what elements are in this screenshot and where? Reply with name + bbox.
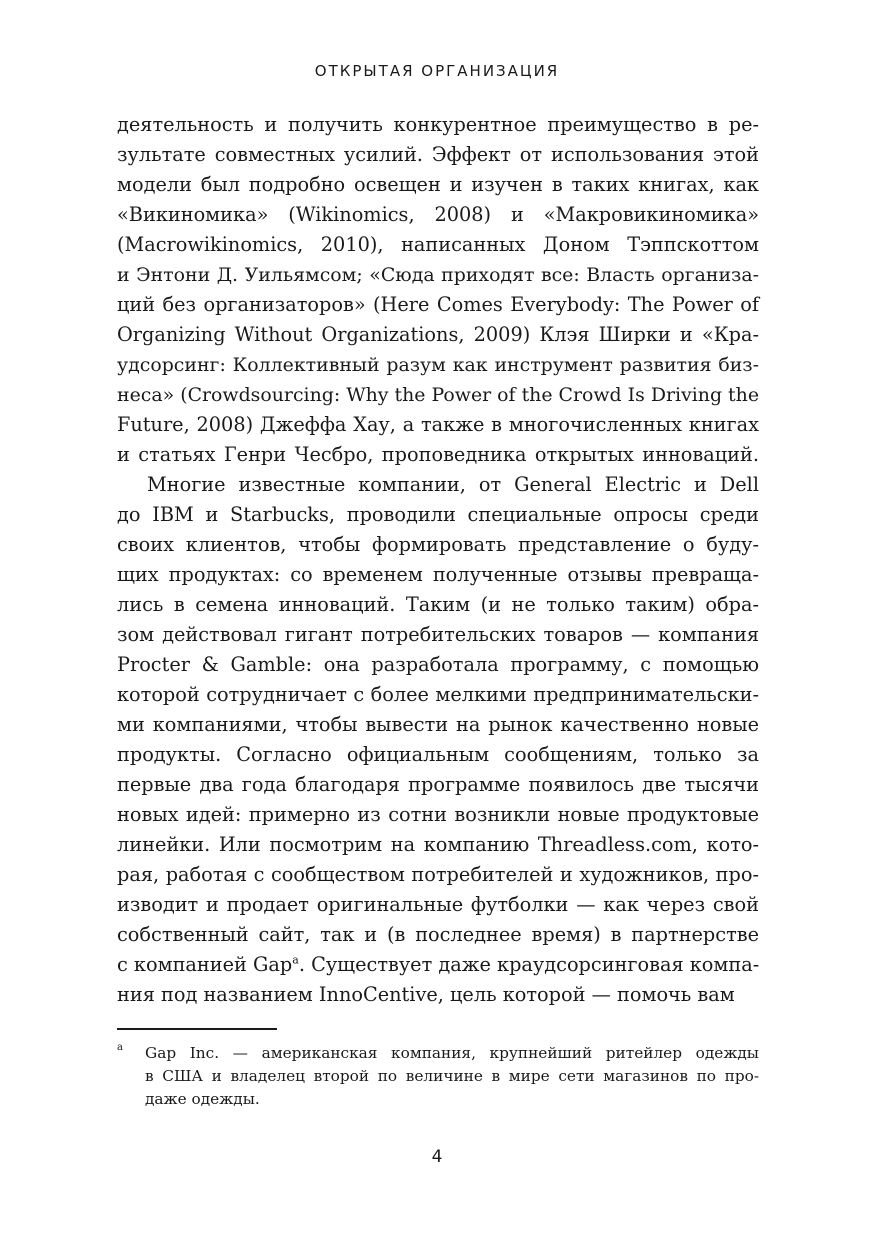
page-number: 4 — [431, 1147, 443, 1167]
footnote-line: Gap Inc. — американская компания, крупнейший ритейлер одежды — [145, 1044, 759, 1062]
text-line: неса» (Crowdsourcing: Why the Power of the Crowd Is Driving the — [117, 384, 759, 406]
text-line: Organizing Without Organizations, 2009) Клэя Ширки и «Кра- — [117, 323, 759, 346]
text-line: новых идей: примерно из сотни возникли новые продуктовые — [117, 803, 759, 826]
text-line: Procter & Gamble: она разработала программу, с помощью — [117, 653, 759, 676]
text-line: лись в семена инноваций. Таким (и не только таким) обра- — [117, 593, 759, 616]
text-line: своих клиентов, чтобы формировать представление о буду- — [117, 533, 759, 556]
text-line: удсорсинг: Коллективный разум как инструмент развития биз- — [117, 354, 759, 376]
text-line: зультате совместных усилий. Эффект от использования этой — [117, 143, 759, 166]
text-line-with-footnote-ref — [117, 950, 759, 980]
running-head: ОТКРЫТАЯ ОРГАНИЗАЦИЯ — [314, 62, 560, 80]
text-line: собственный сайт, так и (в последнее время) в партнерстве — [117, 923, 759, 946]
text-segment: с компанией Gap — [117, 953, 293, 976]
footnote-line: в США и владелец второй по величине в мире сети магазинов по про- — [145, 1067, 759, 1085]
paragraph-2 — [117, 470, 759, 1010]
text-line: до IBM и Starbucks, проводили специальные опросы среди — [117, 503, 759, 526]
body-text — [117, 110, 759, 1010]
text-line: продукты. Согласно официальным сообщениям, только за — [117, 743, 759, 766]
text-line: и статьях Генри Чесбро, проповедника открытых инноваций. — [117, 443, 759, 466]
text-line: первые два года благодаря программе появилось две тысячи — [117, 773, 759, 796]
text-line: деятельность и получить конкурентное преимущество в ре- — [117, 113, 759, 136]
text-line: ций без организаторов» (Here Comes Everybody: The Power of — [117, 293, 759, 316]
text-line: и Энтони Д. Уильямсом; «Сюда приходят все: Власть организа- — [117, 264, 759, 286]
footnote-mark: a — [117, 1042, 123, 1053]
text-line: (Macrowikinomics, 2010), написанных Доном Тэппскоттом — [117, 233, 759, 256]
footnote-reference[interactable]: a — [292, 953, 299, 967]
text-segment: . Существует даже краудсорсинговая компа- — [298, 953, 760, 976]
text-line: «Викиномика» (Wikinomics, 2008) и «Макровикиномика» — [117, 203, 759, 226]
footnote-line: даже одежды. — [145, 1090, 260, 1108]
text-line: которой сотрудничает с более мелкими предпринимательски- — [117, 683, 759, 706]
text-line: линейки. Или посмотрим на компанию Threadless.com, кото- — [117, 833, 759, 856]
paragraph-1 — [117, 110, 759, 470]
text-line: Многие известные компании, от General Electric и Dell — [147, 473, 759, 496]
text-line: зом действовал гигант потребительских товаров — компания — [117, 623, 759, 646]
text-line: щих продуктах: со временем полученные отзывы превраща- — [117, 563, 759, 586]
text-line: ми компаниями, чтобы вывести на рынок качественно новые — [117, 713, 759, 736]
footnote — [117, 1042, 759, 1111]
text-line: ния под названием InnoCentive, цель которой — помочь вам — [117, 983, 735, 1006]
text-line: Future, 2008) Джеффа Хау, а также в многочисленных книгах — [117, 413, 759, 436]
text-line: модели был подробно освещен и изучен в таких книгах, как — [117, 173, 759, 196]
text-line: рая, работая с сообществом потребителей и художников, про- — [117, 863, 759, 886]
text-line: изводит и продает оригинальные футболки — как через свой — [117, 893, 759, 916]
footnote-divider — [117, 1028, 277, 1030]
